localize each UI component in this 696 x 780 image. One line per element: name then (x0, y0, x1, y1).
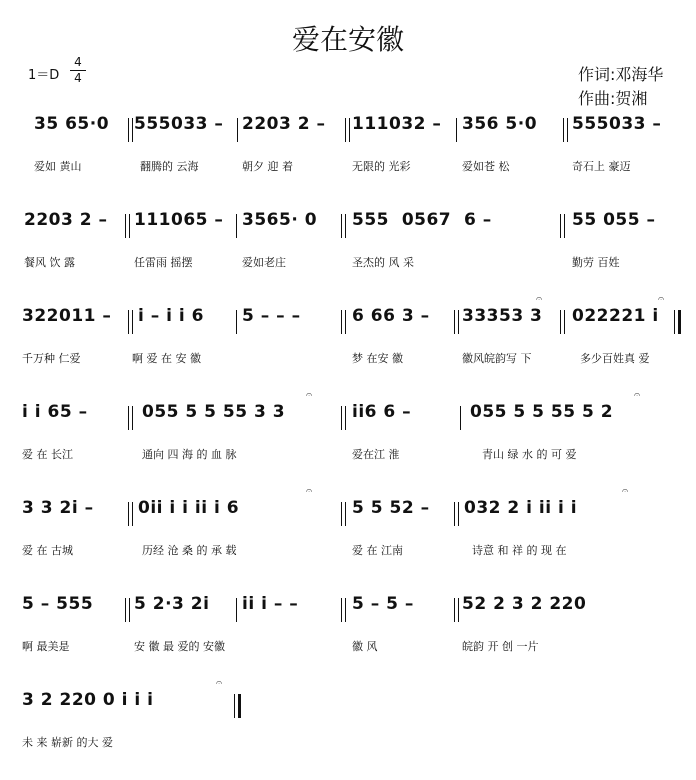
measure: 5 5 52 – (352, 498, 430, 518)
measure: 555033 – (572, 114, 662, 134)
lyric: 爱在江 淮 (352, 448, 400, 461)
lyric: 啊 最美是 (22, 640, 70, 653)
lyric: 朝夕 迎 着 (242, 160, 293, 173)
lyric-line (0, 254, 696, 274)
staff-line (0, 594, 696, 624)
lyric: 爱如 黄山 (34, 160, 82, 173)
lyric: 未 来 崭新 的大 爱 (22, 736, 113, 749)
lyric-line (0, 350, 696, 370)
measure: 33353 3 (462, 306, 543, 326)
measure: 35 65·0 (34, 114, 110, 134)
lyric: 爱如老庄 (242, 256, 286, 269)
measure: 055 5 5 55 5 2 (470, 402, 614, 422)
measure: 322011 – (22, 306, 112, 326)
measure: 111065 – (134, 210, 224, 230)
composer-credit: 作曲:贺湘 (578, 89, 648, 108)
measure: 555033 – (134, 114, 224, 134)
measure: 52 2 3 2 220 (462, 594, 587, 614)
time-sig-top: 4 (74, 55, 82, 69)
measure: 032 2 i ii i i (464, 498, 578, 518)
measure: 5 – 5 – (352, 594, 414, 614)
staff-line (0, 114, 696, 144)
lyric: 爱 在 长江 (22, 448, 73, 461)
staff-line (0, 210, 696, 240)
system-4 (0, 388, 696, 492)
lyric: 奇石上 豪迈 (572, 160, 631, 173)
lyric: 皖韵 开 创 一片 (462, 640, 539, 653)
lyric: 圣杰的 风 采 (352, 256, 414, 269)
measure: 5 – – – (242, 306, 301, 326)
lyric-line (0, 158, 696, 178)
system-5 (0, 484, 696, 588)
lyric-line (0, 638, 696, 658)
lyric: 徽 风 (352, 640, 378, 653)
measure: i – i i 6 (138, 306, 204, 326)
system-2 (0, 210, 696, 300)
lyric: 爱如苍 松 (462, 160, 510, 173)
measure: 0ii i i ii i 6 (138, 498, 240, 518)
lyric: 勤劳 百姓 (572, 256, 620, 269)
lyric: 徽风皖韵写 下 (462, 352, 532, 365)
lyricist-credit: 作词:邓海华 (578, 65, 664, 84)
measure: 356 5·0 (462, 114, 538, 134)
key-signature: 1＝D (28, 68, 60, 83)
measure: 2203 2 – (24, 210, 108, 230)
measure: 5 2·3 2i (134, 594, 210, 614)
lyric: 青山 绿 水 的 可 爱 (482, 448, 577, 461)
fermata-icon: 𝄐 (634, 388, 641, 401)
lyric: 千万种 仁爱 (22, 352, 81, 365)
lyric: 梦 在安 徽 (352, 352, 403, 365)
lyric-line (0, 734, 696, 754)
system-6 (0, 594, 696, 684)
system-7 (0, 676, 696, 780)
lyric-line (0, 446, 696, 466)
fermata-icon: 𝄐 (306, 484, 313, 497)
fermata-icon: 𝄐 (622, 484, 629, 497)
measure: ii6 6 – (352, 402, 412, 422)
staff-line (0, 388, 696, 432)
measure: i i 65 – (22, 402, 88, 422)
measure: 555 0567 6 – (352, 210, 492, 230)
system-3 (0, 292, 696, 396)
time-signature (70, 56, 86, 85)
measure: 111032 – (352, 114, 442, 134)
measure: 5 – 555 (22, 594, 94, 614)
measure: 55 055 – (572, 210, 656, 230)
lyric: 安 徽 最 爱的 安徽 (134, 640, 225, 653)
lyric-line (0, 542, 696, 562)
measure: 3565· 0 (242, 210, 318, 230)
measure: 3 3 2i – (22, 498, 94, 518)
fermata-icon: 𝄐 (306, 388, 313, 401)
measure: ii i – – (242, 594, 299, 614)
measure: 6 66 3 – (352, 306, 430, 326)
measure: 3 2 220 0 i i i (22, 690, 154, 710)
system-1 (0, 114, 696, 204)
lyric: 通向 四 海 的 血 脉 (142, 448, 237, 461)
score-title: 爱在安徽 (291, 23, 404, 56)
lyric: 历经 沧 桑 的 承 载 (142, 544, 237, 557)
staff-line (0, 676, 696, 720)
measure: 2203 2 – (242, 114, 326, 134)
lyric: 爱 在 江南 (352, 544, 403, 557)
lyric: 任雷雨 摇摆 (134, 256, 193, 269)
lyric: 爱 在 古城 (22, 544, 73, 557)
lyric: 啊 爱 在 安 徽 (132, 352, 201, 365)
fermata-icon: 𝄐 (658, 292, 665, 305)
staff-line (0, 484, 696, 528)
lyric: 无限的 光彩 (352, 160, 411, 173)
lyric: 翻腾的 云海 (140, 160, 199, 173)
fermata-icon: 𝄐 (216, 676, 223, 689)
lyric: 餐风 饮 露 (24, 256, 75, 269)
lyric: 多少百姓真 爱 (580, 352, 650, 365)
time-sig-bottom: 4 (74, 71, 82, 85)
measure: 022221 i (572, 306, 659, 326)
measure: 055 5 5 55 3 3 (142, 402, 286, 422)
fermata-icon: 𝄐 (536, 292, 543, 305)
staff-line (0, 292, 696, 336)
lyric: 诗意 和 祥 的 现 在 (472, 544, 567, 557)
